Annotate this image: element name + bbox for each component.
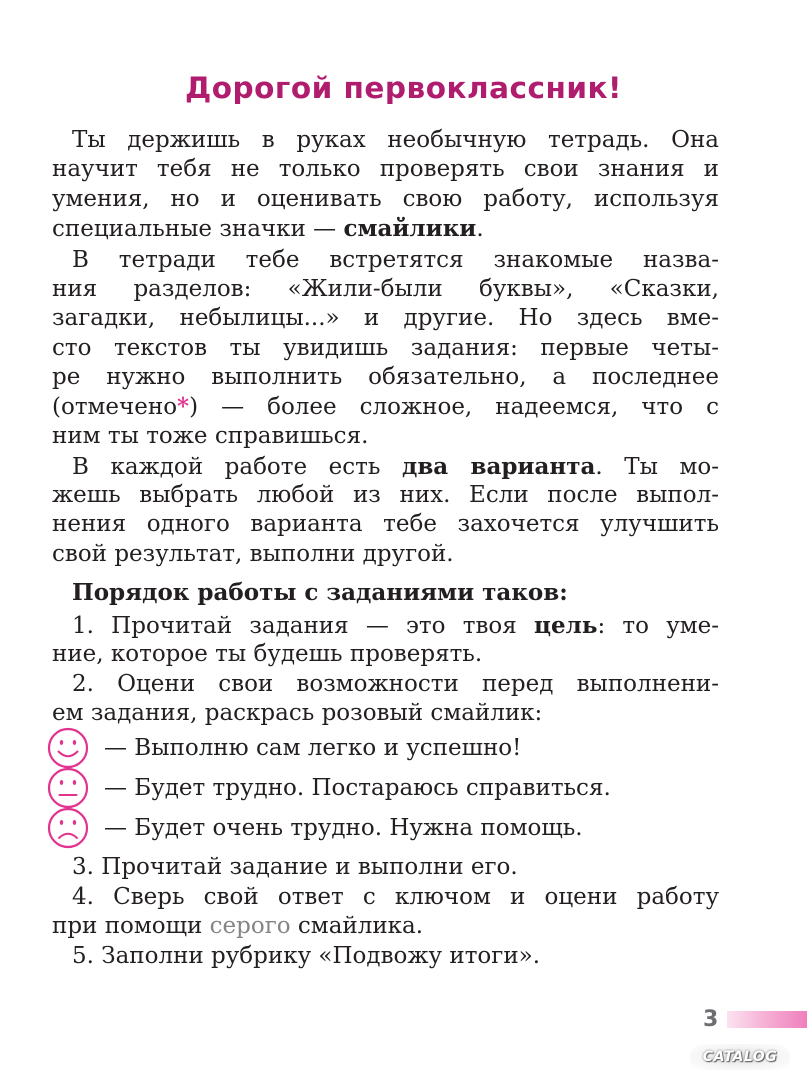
text-segment: : то уме- (597, 613, 720, 639)
intro-paragraph (52, 126, 719, 244)
text-line: 5. Заполни рубрику «Подвожу итоги». (72, 943, 541, 969)
text-segment: ) — более сложное, надеемся, что с (189, 394, 719, 421)
text-line: свой результат, выполни другой. (52, 540, 454, 567)
text-line: умения, но и оценивать свою работу, используя (52, 185, 719, 212)
text-segment: . Ты мо- (595, 453, 720, 480)
text-line (52, 452, 719, 481)
page-number: 3 (703, 1007, 719, 1032)
text-segment: при помощи (52, 913, 210, 940)
text-line (52, 214, 719, 243)
text-line: научит тебя не только проверять свои знания и (52, 156, 719, 183)
bold-term-goal: цель (533, 612, 598, 639)
neutral-smiley-icon (46, 768, 90, 808)
text-line: нения одного варианта тебе захочется улучшить (52, 511, 719, 538)
text-segment: специальные значки — (52, 216, 344, 243)
text-line: 2. Оцени свои возможности перед выполнени- (72, 671, 719, 697)
happy-smiley-icon (46, 728, 90, 768)
text-segment: смайлика. (290, 913, 424, 940)
text-segment: (отмечено (52, 394, 178, 421)
text-line: ре нужно выполнить обязательно, а последнее (52, 364, 719, 391)
text-line: Ты держишь в руках необычную тетрадь. Она (72, 127, 719, 153)
procedure-step-4 (52, 883, 719, 942)
text-line (52, 912, 719, 941)
watermark-text: CATALOG (702, 1049, 778, 1065)
text-line: ние, которое ты будешь проверять. (52, 641, 483, 668)
text-line: ем задания, раскрась розовый смайлик: (52, 700, 543, 727)
smiley-meaning: — Будет трудно. Постараюсь справиться. (104, 775, 611, 801)
smiley-meaning: — Будет очень трудно. Нужна помощь. (104, 815, 583, 841)
sad-smiley-icon (46, 808, 90, 848)
procedure-step-2 (52, 670, 719, 729)
text-segment: 1. Прочитай задания — это твоя (72, 613, 534, 639)
variants-paragraph (52, 452, 719, 570)
text-line: сто текстов ты увидишь задания: первые четы- (52, 334, 719, 361)
asterisk-mark: * (177, 393, 190, 421)
smiley-legend-row (46, 808, 726, 848)
procedure-heading (52, 578, 719, 607)
smiley-legend-row (46, 768, 726, 808)
text-segment: В каждой работе есть (72, 453, 402, 480)
text-line: ним ты тоже справишься. (52, 422, 369, 449)
procedure-step-5 (52, 942, 719, 971)
sections-paragraph (52, 246, 719, 452)
text-line: 4. Сверь свой ответ с ключом и оцени работу (72, 884, 719, 910)
smiley-legend (46, 728, 726, 848)
bold-term-smileys: смайлики (343, 215, 477, 243)
text-segment: . (476, 216, 484, 243)
text-line: жешь выбрать любой из них. Если после выпол- (52, 481, 719, 508)
catalog-watermark-logo (690, 1044, 790, 1070)
page-number-decor-bar (727, 1011, 807, 1028)
text-line: загадки, небылицы...» и другие. Но здесь вме- (52, 305, 719, 332)
text-line: В тетради тебе встретятся знакомые назва- (72, 246, 719, 273)
section-heading: Порядок работы с заданиями таков: (72, 579, 568, 606)
bold-term-two-variants: два варианта (401, 452, 596, 480)
smiley-legend-row (46, 728, 726, 768)
procedure-step-3 (52, 853, 719, 882)
page-title: Дорогой первоклассник! (184, 71, 623, 105)
text-line: 3. Прочитай задание и выполни его. (72, 854, 518, 880)
procedure-step-1 (52, 611, 719, 670)
text-line (52, 392, 719, 421)
text-line (52, 611, 719, 640)
text-line: ния разделов: «Жили-были буквы», «Сказки, (52, 275, 719, 302)
gray-word: серого (209, 913, 291, 940)
smiley-meaning: — Выполню сам легко и успешно! (104, 735, 522, 761)
